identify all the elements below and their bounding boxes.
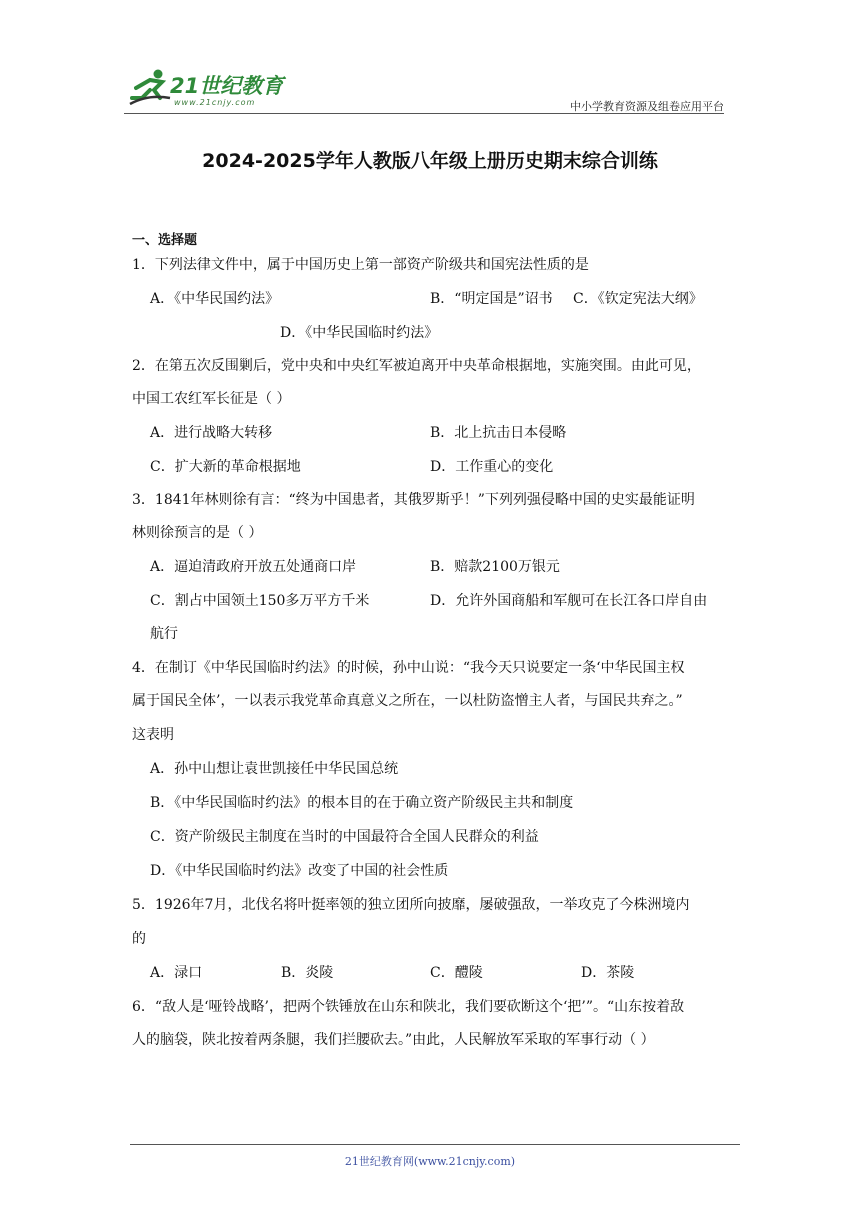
question-1-option-a: A．《中华民国约法》 — [150, 291, 280, 307]
question-6-stem-cont: 人的脑袋，陕北按着两条腿，我们拦腰砍去。”由此，人民解放军采取的军事行动（ ） — [132, 1032, 655, 1048]
runner-logo-icon — [128, 68, 172, 108]
logo — [128, 66, 298, 112]
question-3-option-d: D．允许外国商船和军舰可在长江各口岸自由 — [430, 593, 708, 609]
question-4-option-b: B．《中华民国临时约法》的根本目的在于确立资产阶级民主共和制度 — [150, 795, 574, 811]
logo-url: www.21cnjy.com — [174, 98, 256, 107]
header-divider — [124, 113, 724, 114]
question-2-option-d: D．工作重心的变化 — [430, 459, 554, 475]
question-3-option-d-cont: 航行 — [150, 626, 178, 642]
question-3-option-a: A．逼迫清政府开放五处通商口岸 — [150, 559, 357, 575]
footer-divider — [130, 1144, 740, 1145]
question-5-option-d: D．茶陵 — [581, 965, 635, 981]
question-6-stem: 6．“敌人是‘哑铃战略’，把两个铁锤放在山东和陕北，我们要砍断这个‘把’”。“山东按着敌 — [132, 999, 685, 1015]
question-3-option-c: C．割占中国领土150多万平方千米 — [150, 593, 370, 609]
question-2-option-a: A．进行战略大转移 — [150, 425, 273, 441]
section-heading: 一、选择题 — [132, 233, 198, 248]
page-header — [128, 66, 724, 116]
question-5-option-b: B．炎陵 — [281, 965, 334, 981]
question-4-option-d: D．《中华民国临时约法》改变了中国的社会性质 — [150, 863, 449, 879]
question-3-stem: 3．1841年林则徐有言：“终为中国患者，其俄罗斯乎！”下列列强侵略中国的史实最能证明 — [132, 492, 695, 508]
document-title: 2024-2025学年人教版八年级上册历史期末综合训练 — [202, 150, 658, 172]
question-5-option-a: A．渌口 — [150, 965, 203, 981]
page-footer: 21世纪教育网(www.21cnjy.com) — [344, 1155, 516, 1168]
question-4-stem-cont-1: 属于国民全体’，一以表示我党革命真意义之所在，一以杜防盗憎主人者，与国民共弃之。” — [132, 693, 683, 709]
question-2-stem: 2．在第五次反围剿后，党中央和中央红军被迫离开中央革命根据地，实施突围。由此可见， — [132, 358, 701, 374]
question-4-option-a: A．孙中山想让袁世凯接任中华民国总统 — [150, 761, 399, 777]
question-5-stem-cont: 的 — [132, 931, 146, 947]
question-4-stem-cont-2: 这表明 — [132, 727, 174, 743]
question-2-option-b: B．北上抗击日本侵略 — [430, 425, 567, 441]
question-5-stem: 5．1926年7月，北伐名将叶挺率领的独立团所向披靡，屡破强敌，一举攻克了今株洲境内 — [132, 897, 690, 913]
question-4-stem: 4．在制订《中华民国临时约法》的时候，孙中山说：“我今天只说要定一条‘中华民国主权 — [132, 660, 685, 676]
platform-tagline: 中小学教育资源及组卷应用平台 — [570, 100, 724, 113]
question-5-option-c: C．醴陵 — [430, 965, 483, 981]
question-1-option-c: C．《钦定宪法大纲》 — [573, 291, 703, 307]
question-1-option-b: B．“明定国是”诏书 — [430, 291, 553, 307]
question-2-stem-cont: 中国工农红军长征是（ ） — [132, 391, 291, 407]
question-3-stem-cont: 林则徐预言的是（ ） — [132, 525, 263, 541]
question-3-option-b: B．赔款2100万银元 — [430, 559, 560, 575]
question-4-option-c: C．资产阶级民主制度在当时的中国最符合全国人民群众的利益 — [150, 829, 539, 845]
question-2-option-c: C．扩大新的革命根据地 — [150, 459, 301, 475]
question-1-option-d: D．《中华民国临时约法》 — [280, 325, 439, 341]
question-1-stem: 1．下列法律文件中，属于中国历史上第一部资产阶级共和国宪法性质的是 — [132, 257, 589, 273]
logo-text: 21世纪教育 — [170, 74, 284, 98]
